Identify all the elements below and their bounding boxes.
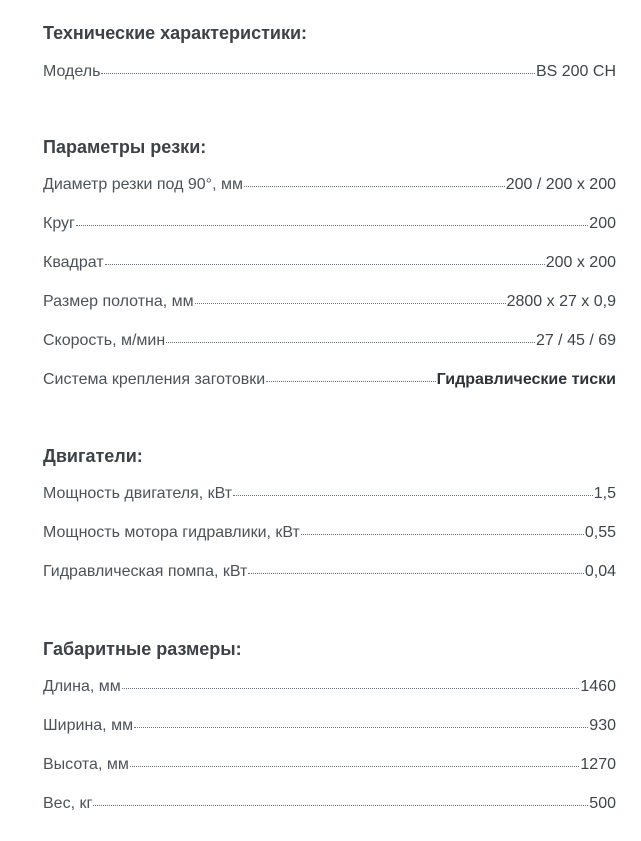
spec-value: BS 200 CH — [535, 63, 616, 80]
spec-label: Длина, мм — [43, 678, 121, 695]
dot-leader — [266, 381, 435, 382]
dot-leader — [122, 688, 580, 689]
section-title: Двигатели: — [43, 446, 143, 466]
spec-value: 27 / 45 / 69 — [535, 332, 616, 349]
spec-row-height — [43, 755, 616, 775]
spec-row-round — [43, 214, 616, 234]
spec-label: Ширина, мм — [43, 717, 134, 734]
spec-value: 200 — [589, 215, 616, 232]
spec-row-speed — [43, 331, 616, 351]
spec-row-width — [43, 716, 616, 736]
section-cutting-params — [43, 136, 616, 390]
spec-value: Гидравлические тиски — [436, 371, 616, 388]
spec-label: Скорость, м/мин — [43, 332, 166, 349]
spec-label: Квадрат — [43, 254, 104, 271]
spec-label: Гидравлическая помпа, кВт — [43, 563, 248, 580]
dot-leader — [101, 73, 535, 74]
spec-row-blade-size — [43, 292, 616, 312]
spec-label: Мощность двигателя, кВт — [43, 485, 233, 502]
section-dimensions — [43, 638, 616, 814]
spec-label: Круг — [43, 215, 75, 232]
spec-value: 500 — [589, 795, 616, 812]
spec-label: Вес, кг — [43, 795, 93, 812]
dot-leader — [76, 225, 588, 226]
spec-value: 2800 х 27 х 0,9 — [506, 293, 616, 310]
spec-value: 200 x 200 — [545, 254, 616, 271]
section-motors — [43, 445, 616, 582]
spec-value: 200 / 200 x 200 — [505, 176, 616, 193]
spec-row-hydraulic-pump — [43, 562, 616, 582]
spec-row-clamping — [43, 370, 616, 390]
spec-value: 0,55 — [584, 524, 616, 541]
spec-row-length — [43, 677, 616, 697]
dot-leader — [130, 766, 580, 767]
spec-value: 1460 — [580, 678, 616, 695]
spec-label: Диаметр резки под 90°, мм — [43, 176, 243, 193]
spec-row-motor-power — [43, 484, 616, 504]
section-title: Технические характеристики: — [43, 23, 308, 43]
spec-row-model — [43, 62, 616, 82]
spec-row-square — [43, 253, 616, 273]
dot-leader — [244, 186, 505, 187]
spec-label: Система крепления заготовки — [43, 371, 266, 388]
spec-value: 1,5 — [593, 485, 616, 502]
spec-value: 1270 — [580, 756, 616, 773]
dot-leader — [166, 342, 535, 343]
dot-leader — [248, 573, 584, 574]
dot-leader — [93, 805, 588, 806]
spec-label: Модель — [43, 63, 101, 80]
section-technical-specs — [43, 0, 616, 82]
spec-row-cut-diameter — [43, 175, 616, 195]
section-title: Параметры резки: — [43, 137, 207, 157]
section-title: Габаритные размеры: — [43, 639, 242, 659]
spec-label: Высота, мм — [43, 756, 129, 773]
spec-label: Размер полотна, мм — [43, 293, 194, 310]
dot-leader — [195, 303, 506, 304]
spec-value: 0,04 — [584, 563, 616, 580]
spec-label: Мощность мотора гидравлики, кВт — [43, 524, 300, 541]
dot-leader — [134, 727, 588, 728]
spec-row-hydraulic-motor — [43, 523, 616, 543]
spec-value: 930 — [589, 717, 616, 734]
dot-leader — [233, 495, 593, 496]
dot-leader — [105, 264, 545, 265]
dot-leader — [301, 534, 584, 535]
spec-row-weight — [43, 794, 616, 814]
